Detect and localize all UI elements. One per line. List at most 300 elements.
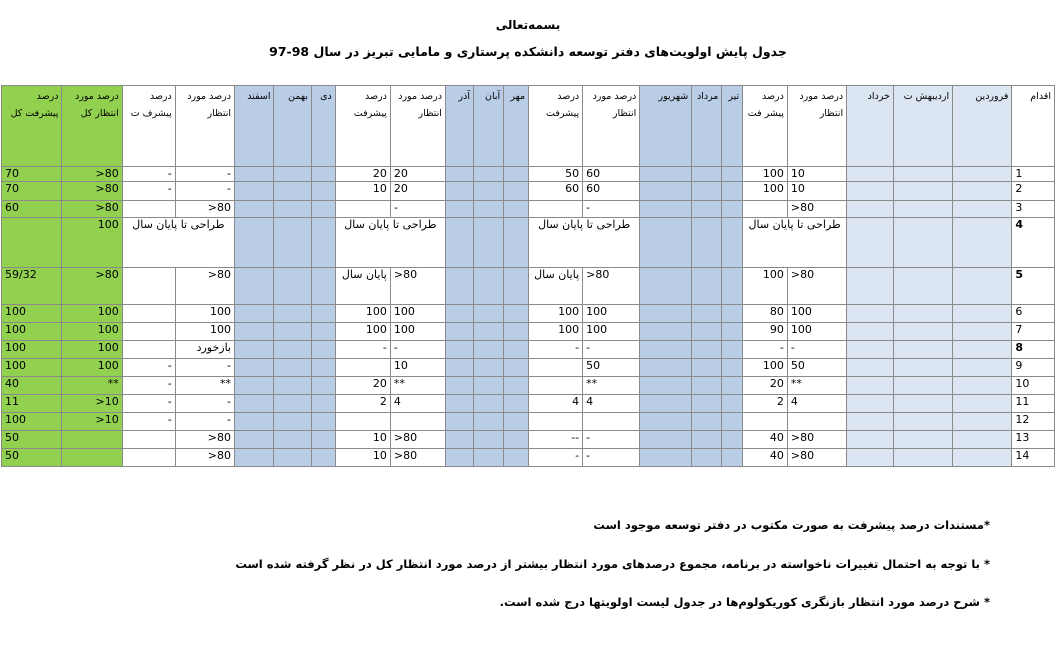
table-cell: 100 bbox=[175, 323, 234, 341]
table-cell bbox=[847, 377, 894, 395]
table-cell: 20 bbox=[390, 167, 445, 182]
table-cell: 20 bbox=[743, 377, 788, 395]
total-expected: 80< bbox=[62, 201, 122, 218]
table-cell bbox=[692, 305, 722, 323]
column-header: درصد مورد انتظار bbox=[390, 86, 445, 167]
row-number: 10 bbox=[1012, 377, 1055, 395]
table-cell bbox=[474, 218, 504, 268]
table-cell bbox=[474, 182, 504, 201]
total-progress: 100 bbox=[2, 413, 62, 431]
table-cell: 80< bbox=[583, 268, 640, 305]
table-cell: 80< bbox=[175, 449, 234, 467]
table-cell: - bbox=[175, 167, 234, 182]
table-cell bbox=[445, 305, 473, 323]
table-cell bbox=[640, 377, 692, 395]
table-cell bbox=[122, 201, 175, 218]
table-cell: 80< bbox=[787, 268, 846, 305]
table-cell bbox=[274, 182, 311, 201]
table-cell bbox=[445, 201, 473, 218]
table-cell: 80< bbox=[175, 431, 234, 449]
column-header: آذر bbox=[445, 86, 473, 167]
table-cell: - bbox=[390, 201, 445, 218]
header-row bbox=[2, 86, 1055, 167]
document-heading: بسمه‌تعالی bbox=[495, 18, 561, 32]
table-cell bbox=[504, 201, 529, 218]
table-cell bbox=[722, 413, 743, 431]
table-cell bbox=[722, 182, 743, 201]
column-header: درصد پیشرفت bbox=[335, 86, 390, 167]
table-cell bbox=[122, 341, 175, 359]
table-cell: 100 bbox=[743, 182, 788, 201]
total-expected: 10< bbox=[62, 395, 122, 413]
table-row bbox=[2, 167, 1055, 182]
table-cell bbox=[234, 268, 274, 305]
table-cell bbox=[445, 449, 473, 467]
table-cell bbox=[722, 449, 743, 467]
total-progress: 11 bbox=[2, 395, 62, 413]
row-number: 2 bbox=[1012, 182, 1055, 201]
table-cell bbox=[504, 305, 529, 323]
table-cell: - bbox=[529, 449, 583, 467]
table-cell bbox=[311, 218, 335, 268]
table-cell bbox=[474, 341, 504, 359]
table-cell bbox=[953, 359, 1012, 377]
table-cell: 10 bbox=[335, 431, 390, 449]
table-cell bbox=[234, 395, 274, 413]
period-note: طراحی تا پایان سال bbox=[529, 218, 640, 268]
table-title: جدول پایش اولویت‌های دفتر توسعه دانشکده پرستاری و مامایی تبریز در سال 98-97 bbox=[269, 44, 787, 59]
table-cell bbox=[504, 359, 529, 377]
table-cell: 100 bbox=[529, 323, 583, 341]
table-cell bbox=[234, 431, 274, 449]
table-cell: - bbox=[787, 341, 846, 359]
table-cell bbox=[640, 268, 692, 305]
table-cell: 80< bbox=[787, 449, 846, 467]
table-cell bbox=[893, 268, 952, 305]
table-row bbox=[2, 395, 1055, 413]
table-cell bbox=[692, 182, 722, 201]
table-cell: 4 bbox=[390, 395, 445, 413]
total-progress: 100 bbox=[2, 323, 62, 341]
table-cell bbox=[847, 341, 894, 359]
table-cell bbox=[445, 431, 473, 449]
row-number: 7 bbox=[1012, 323, 1055, 341]
table-cell bbox=[474, 395, 504, 413]
note-1: *مستندات درصد پیشرفت به صورت مکتوب در دفتر توسعه موجود است bbox=[593, 518, 990, 532]
table-cell: 80< bbox=[390, 268, 445, 305]
table-cell bbox=[445, 359, 473, 377]
table-cell bbox=[474, 431, 504, 449]
table-cell: 80 bbox=[743, 305, 788, 323]
table-cell: - bbox=[122, 359, 175, 377]
total-progress bbox=[2, 218, 62, 268]
table-cell: 2 bbox=[335, 395, 390, 413]
table-cell bbox=[274, 323, 311, 341]
column-header: شهریور bbox=[640, 86, 692, 167]
total-expected bbox=[62, 431, 122, 449]
total-progress: 40 bbox=[2, 377, 62, 395]
table-cell bbox=[529, 201, 583, 218]
row-number: 1 bbox=[1012, 167, 1055, 182]
table-cell bbox=[504, 395, 529, 413]
table-cell bbox=[234, 182, 274, 201]
table-cell bbox=[390, 413, 445, 431]
table-cell bbox=[474, 305, 504, 323]
total-progress: 100 bbox=[2, 341, 62, 359]
column-header: فروردین bbox=[953, 86, 1012, 167]
row-number: 12 bbox=[1012, 413, 1055, 431]
table-cell: پایان سال bbox=[335, 268, 390, 305]
table-cell bbox=[953, 167, 1012, 182]
total-expected: 80< bbox=[62, 268, 122, 305]
table-cell bbox=[953, 449, 1012, 467]
total-expected: 100 bbox=[62, 341, 122, 359]
table-cell bbox=[234, 413, 274, 431]
table-cell bbox=[640, 359, 692, 377]
table-cell bbox=[692, 323, 722, 341]
table-cell: - bbox=[175, 359, 234, 377]
table-cell bbox=[847, 305, 894, 323]
column-header: تیر bbox=[722, 86, 743, 167]
table-cell: 80< bbox=[390, 449, 445, 467]
table-cell bbox=[234, 167, 274, 182]
table-cell bbox=[692, 341, 722, 359]
table-cell: - bbox=[122, 377, 175, 395]
table-cell: - bbox=[529, 341, 583, 359]
priority-monitoring-table bbox=[1, 85, 1055, 467]
total-expected: 80< bbox=[62, 182, 122, 201]
table-cell bbox=[893, 413, 952, 431]
table-cell: - bbox=[122, 182, 175, 201]
table-cell bbox=[847, 218, 894, 268]
table-cell: - bbox=[583, 201, 640, 218]
total-progress: 100 bbox=[2, 305, 62, 323]
table-cell bbox=[504, 431, 529, 449]
table-row bbox=[2, 201, 1055, 218]
table-cell: - bbox=[175, 182, 234, 201]
table-cell bbox=[893, 201, 952, 218]
table-cell bbox=[234, 305, 274, 323]
total-expected: 100 bbox=[62, 218, 122, 268]
table-cell: 50 bbox=[583, 359, 640, 377]
total-progress: 100 bbox=[2, 359, 62, 377]
column-header: درصد پیشرف ت bbox=[122, 86, 175, 167]
table-row bbox=[2, 323, 1055, 341]
table-cell: 100 bbox=[583, 323, 640, 341]
table-cell: - bbox=[122, 413, 175, 431]
table-cell bbox=[893, 305, 952, 323]
table-cell bbox=[893, 323, 952, 341]
table-cell bbox=[583, 413, 640, 431]
table-cell bbox=[787, 413, 846, 431]
table-cell bbox=[529, 413, 583, 431]
table-cell: 80< bbox=[390, 431, 445, 449]
total-progress: 50 bbox=[2, 449, 62, 467]
table-cell bbox=[847, 359, 894, 377]
table-cell: 10 bbox=[335, 182, 390, 201]
total-expected: ** bbox=[62, 377, 122, 395]
table-cell: 100 bbox=[390, 323, 445, 341]
table-row bbox=[2, 377, 1055, 395]
table-cell: 100 bbox=[743, 167, 788, 182]
table-cell: - bbox=[390, 341, 445, 359]
table-cell bbox=[722, 431, 743, 449]
table-cell bbox=[722, 377, 743, 395]
table-cell bbox=[953, 341, 1012, 359]
table-cell: - bbox=[583, 431, 640, 449]
table-cell bbox=[692, 201, 722, 218]
row-number: 8 bbox=[1012, 341, 1055, 359]
table-cell bbox=[722, 201, 743, 218]
table-cell bbox=[274, 449, 311, 467]
table-cell bbox=[311, 359, 335, 377]
table-cell bbox=[504, 449, 529, 467]
table-cell: 100 bbox=[787, 323, 846, 341]
table-cell bbox=[529, 359, 583, 377]
table-cell bbox=[953, 395, 1012, 413]
table-cell bbox=[445, 182, 473, 201]
table-cell bbox=[274, 413, 311, 431]
table-cell bbox=[474, 413, 504, 431]
table-cell bbox=[893, 167, 952, 182]
table-cell bbox=[504, 268, 529, 305]
table-cell: 20 bbox=[335, 167, 390, 182]
table-row bbox=[2, 218, 1055, 268]
table-cell bbox=[743, 413, 788, 431]
row-number: 3 bbox=[1012, 201, 1055, 218]
table-cell bbox=[504, 167, 529, 182]
table-cell: 4 bbox=[583, 395, 640, 413]
table-cell bbox=[234, 201, 274, 218]
table-cell: 100 bbox=[175, 305, 234, 323]
table-cell bbox=[847, 268, 894, 305]
table-cell: ** bbox=[787, 377, 846, 395]
table-cell bbox=[504, 413, 529, 431]
table-cell bbox=[335, 201, 390, 218]
table-cell: 100 bbox=[335, 305, 390, 323]
table-cell bbox=[311, 305, 335, 323]
table-cell bbox=[743, 201, 788, 218]
table-cell bbox=[445, 218, 473, 268]
table-cell bbox=[722, 341, 743, 359]
column-header: آبان bbox=[474, 86, 504, 167]
table-cell: بازخورد bbox=[175, 341, 234, 359]
table-cell bbox=[311, 413, 335, 431]
table-cell: 60 bbox=[529, 182, 583, 201]
table-cell: 80< bbox=[787, 201, 846, 218]
column-header: اسفند bbox=[234, 86, 274, 167]
table-cell bbox=[640, 395, 692, 413]
column-header: اقدام bbox=[1012, 86, 1055, 167]
total-expected: 10< bbox=[62, 413, 122, 431]
column-header: بهمن bbox=[274, 86, 311, 167]
table-cell bbox=[474, 377, 504, 395]
table-cell bbox=[311, 167, 335, 182]
table-cell bbox=[234, 218, 274, 268]
table-cell bbox=[311, 341, 335, 359]
table-cell: -- bbox=[529, 431, 583, 449]
total-progress: 50 bbox=[2, 431, 62, 449]
table-cell bbox=[847, 201, 894, 218]
table-cell: - bbox=[743, 341, 788, 359]
table-cell bbox=[692, 377, 722, 395]
table-cell bbox=[722, 395, 743, 413]
table-cell: 60 bbox=[583, 182, 640, 201]
table-cell: 80< bbox=[787, 431, 846, 449]
table-cell bbox=[311, 268, 335, 305]
table-cell bbox=[474, 359, 504, 377]
column-header: درصد مورد انتظار bbox=[583, 86, 640, 167]
table-cell bbox=[274, 395, 311, 413]
table-cell bbox=[234, 377, 274, 395]
row-number: 14 bbox=[1012, 449, 1055, 467]
table-cell: 10 bbox=[390, 359, 445, 377]
table-cell bbox=[847, 395, 894, 413]
table-cell bbox=[311, 449, 335, 467]
table-cell bbox=[953, 377, 1012, 395]
table-cell bbox=[953, 323, 1012, 341]
table-cell bbox=[445, 413, 473, 431]
table-cell: - bbox=[175, 413, 234, 431]
table-cell bbox=[692, 218, 722, 268]
table-cell bbox=[445, 323, 473, 341]
table-cell bbox=[893, 395, 952, 413]
table-cell bbox=[692, 413, 722, 431]
table-row bbox=[2, 182, 1055, 201]
row-number: 4 bbox=[1012, 218, 1055, 268]
table-cell: 90 bbox=[743, 323, 788, 341]
total-progress: 59/32 bbox=[2, 268, 62, 305]
table-cell: 100 bbox=[529, 305, 583, 323]
table-cell: - bbox=[583, 341, 640, 359]
table-cell bbox=[445, 377, 473, 395]
total-progress: 70 bbox=[2, 167, 62, 182]
period-note: طراحی تا پایان سال bbox=[743, 218, 847, 268]
table-cell bbox=[274, 268, 311, 305]
table-cell: 2 bbox=[743, 395, 788, 413]
row-number: 6 bbox=[1012, 305, 1055, 323]
table-cell bbox=[504, 218, 529, 268]
table-cell bbox=[274, 377, 311, 395]
table-cell: 100 bbox=[335, 323, 390, 341]
table-cell bbox=[640, 413, 692, 431]
table-cell bbox=[274, 167, 311, 182]
table-cell bbox=[311, 201, 335, 218]
table-cell bbox=[640, 218, 692, 268]
table-cell bbox=[311, 395, 335, 413]
table-cell bbox=[274, 201, 311, 218]
period-note: طراحی تا پایان سال bbox=[335, 218, 445, 268]
table-cell bbox=[953, 268, 1012, 305]
table-cell bbox=[122, 323, 175, 341]
table-cell bbox=[640, 182, 692, 201]
table-cell bbox=[122, 431, 175, 449]
table-cell: ** bbox=[390, 377, 445, 395]
column-header: خرداد bbox=[847, 86, 894, 167]
table-cell bbox=[722, 323, 743, 341]
table-cell bbox=[722, 268, 743, 305]
table-cell bbox=[311, 182, 335, 201]
table-cell: 40 bbox=[743, 431, 788, 449]
note-2: * با توجه به احتمال تغییرات ناخواسته در برنامه، مجموع درصدهای مورد انتظار بیشتر از درصد مورد انتظار کل در نظر گرفته شده است bbox=[235, 557, 990, 571]
table-cell: - bbox=[175, 395, 234, 413]
table-cell bbox=[953, 218, 1012, 268]
table-row bbox=[2, 305, 1055, 323]
table-cell bbox=[692, 431, 722, 449]
table-cell: 40 bbox=[743, 449, 788, 467]
table-cell bbox=[640, 305, 692, 323]
table-cell bbox=[893, 218, 952, 268]
column-header: اردیبهش ت bbox=[893, 86, 952, 167]
table-cell bbox=[953, 182, 1012, 201]
table-cell bbox=[847, 431, 894, 449]
table-cell bbox=[722, 218, 743, 268]
table-cell bbox=[234, 359, 274, 377]
table-cell: - bbox=[583, 449, 640, 467]
table-cell bbox=[122, 449, 175, 467]
table-cell bbox=[122, 268, 175, 305]
table-cell bbox=[640, 323, 692, 341]
table-cell: 80< bbox=[175, 268, 234, 305]
column-header: دی bbox=[311, 86, 335, 167]
table-cell: 100 bbox=[787, 305, 846, 323]
total-progress: 60 bbox=[2, 201, 62, 218]
table-cell: - bbox=[122, 167, 175, 182]
table-cell bbox=[847, 167, 894, 182]
table-cell bbox=[893, 341, 952, 359]
table-cell bbox=[504, 182, 529, 201]
table-cell bbox=[234, 323, 274, 341]
table-cell bbox=[311, 431, 335, 449]
table-cell bbox=[234, 449, 274, 467]
table-cell bbox=[529, 377, 583, 395]
row-number: 5 bbox=[1012, 268, 1055, 305]
table-cell bbox=[893, 359, 952, 377]
table-cell bbox=[893, 449, 952, 467]
table-cell bbox=[274, 431, 311, 449]
table-cell: - bbox=[122, 395, 175, 413]
table-cell: 80< bbox=[175, 201, 234, 218]
table-cell bbox=[847, 323, 894, 341]
total-progress: 70 bbox=[2, 182, 62, 201]
table-cell bbox=[953, 305, 1012, 323]
table-cell bbox=[474, 167, 504, 182]
table-row bbox=[2, 431, 1055, 449]
table-cell bbox=[274, 218, 311, 268]
table-cell bbox=[122, 305, 175, 323]
table-cell: 100 bbox=[743, 359, 788, 377]
table-cell bbox=[311, 377, 335, 395]
column-header: درصد پیشرفت کل bbox=[2, 86, 62, 167]
table-cell bbox=[504, 323, 529, 341]
table-cell: ** bbox=[583, 377, 640, 395]
total-expected bbox=[62, 449, 122, 467]
table-cell bbox=[692, 268, 722, 305]
table-cell bbox=[722, 167, 743, 182]
table-cell bbox=[847, 413, 894, 431]
table-cell bbox=[692, 449, 722, 467]
table-row bbox=[2, 449, 1055, 467]
total-expected: 80< bbox=[62, 167, 122, 182]
column-header: درصد مورد انتظار کل bbox=[62, 86, 122, 167]
table-cell bbox=[474, 201, 504, 218]
table-cell bbox=[847, 182, 894, 201]
table-cell bbox=[474, 449, 504, 467]
row-number: 9 bbox=[1012, 359, 1055, 377]
table-cell bbox=[692, 395, 722, 413]
table-cell: 100 bbox=[390, 305, 445, 323]
table-cell bbox=[953, 431, 1012, 449]
